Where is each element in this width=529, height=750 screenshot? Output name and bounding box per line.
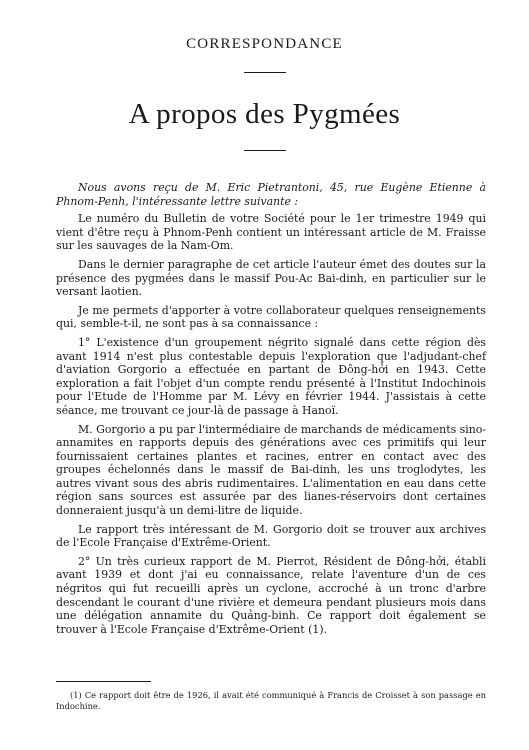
paragraph: M. Gorgorio a pu par l'intermédiaire de marchands de médicaments sino-annamites en rapports depuis des générations avec ces primitifs qui leur fournissaient certaines plantes et racines, entrer en contact avec des groupes échelonnés dans le massif de Bai-dinh, les uns troglodytes, les autres vivant sous des abris rudimentaires. L'alimentation en eau dans cette région sans sources est assurée par des lianes-réservoirs dont certaines donneraient jusqu'à un demi-litre de liquide. [56,422,486,518]
footnote-divider [56,681,151,682]
footnote: (1) Ce rapport doit être de 1926, il avait été communiqué à Francis de Croisset à son passage en Indochine. [56,690,486,711]
title-divider [244,150,286,151]
paragraph: Je me permets d'apporter à votre collaborateur quelques renseignements qui, semble-t-il, ne sont pas à sa connaissance : [56,303,486,331]
paragraph: 1° L'existence d'un groupement négrito signalé dans cette région dès avant 1914 n'est plus contestable depuis l'exploration que l'adjudant-chef d'aviation Gorgorio a effectuée en partant de Đông-hởi en 1943. Cette exploration a fait l'objet d'un compte rendu présenté à l'Institut Indochinois pour l'Etude de l'Homme par M. Lévy en février 1944. J'assistais à cette séance, me trouvant ce jour-là de passage à Hanoï. [56,335,486,417]
letter-intro: Nous avons reçu de M. Eric Pietrantoni, 45, rue Eugène Etienne à Phnom-Penh, l'intéressante lettre suivante : [56,181,486,208]
paragraph: Le numéro du Bulletin de votre Société pour le 1er trimestre 1949 qui vient d'être reçu à Phnom-Penh contient un intéressant article de M. Fraisse sur les sauvages de la Nam-Om. [56,212,486,253]
section-heading: CORRESPONDANCE [186,36,343,52]
article-title: A propos des Pygmées [128,98,401,130]
letter-body [56,181,486,641]
heading-divider [244,72,286,73]
paragraph: Le rapport très intéressant de M. Gorgorio doit se trouver aux archives de l'Ecole Française d'Extrême-Orient. [56,522,486,550]
paragraph: Dans le dernier paragraphe de cet article l'auteur émet des doutes sur la présence des pygmées dans le massif Pou-Ac Bai-dinh, en particulier sur le versant laotien. [56,257,486,299]
paragraph: 2° Un très curieux rapport de M. Pierrot, Résident de Đông-hởi, établi avant 1939 et dont j'ai eu connaissance, relate l'aventure d'un de ces négritos qui fut recueilli après un cyclone, accroché à un tronc d'arbre descendant le courant d'une rivière et demeura pendant plusieurs mois dans une délégation annamite du Quảng-binh. Ce rapport doit également se trouver à l'Ecole Française d'Extrême-Orient (1). [56,554,486,636]
